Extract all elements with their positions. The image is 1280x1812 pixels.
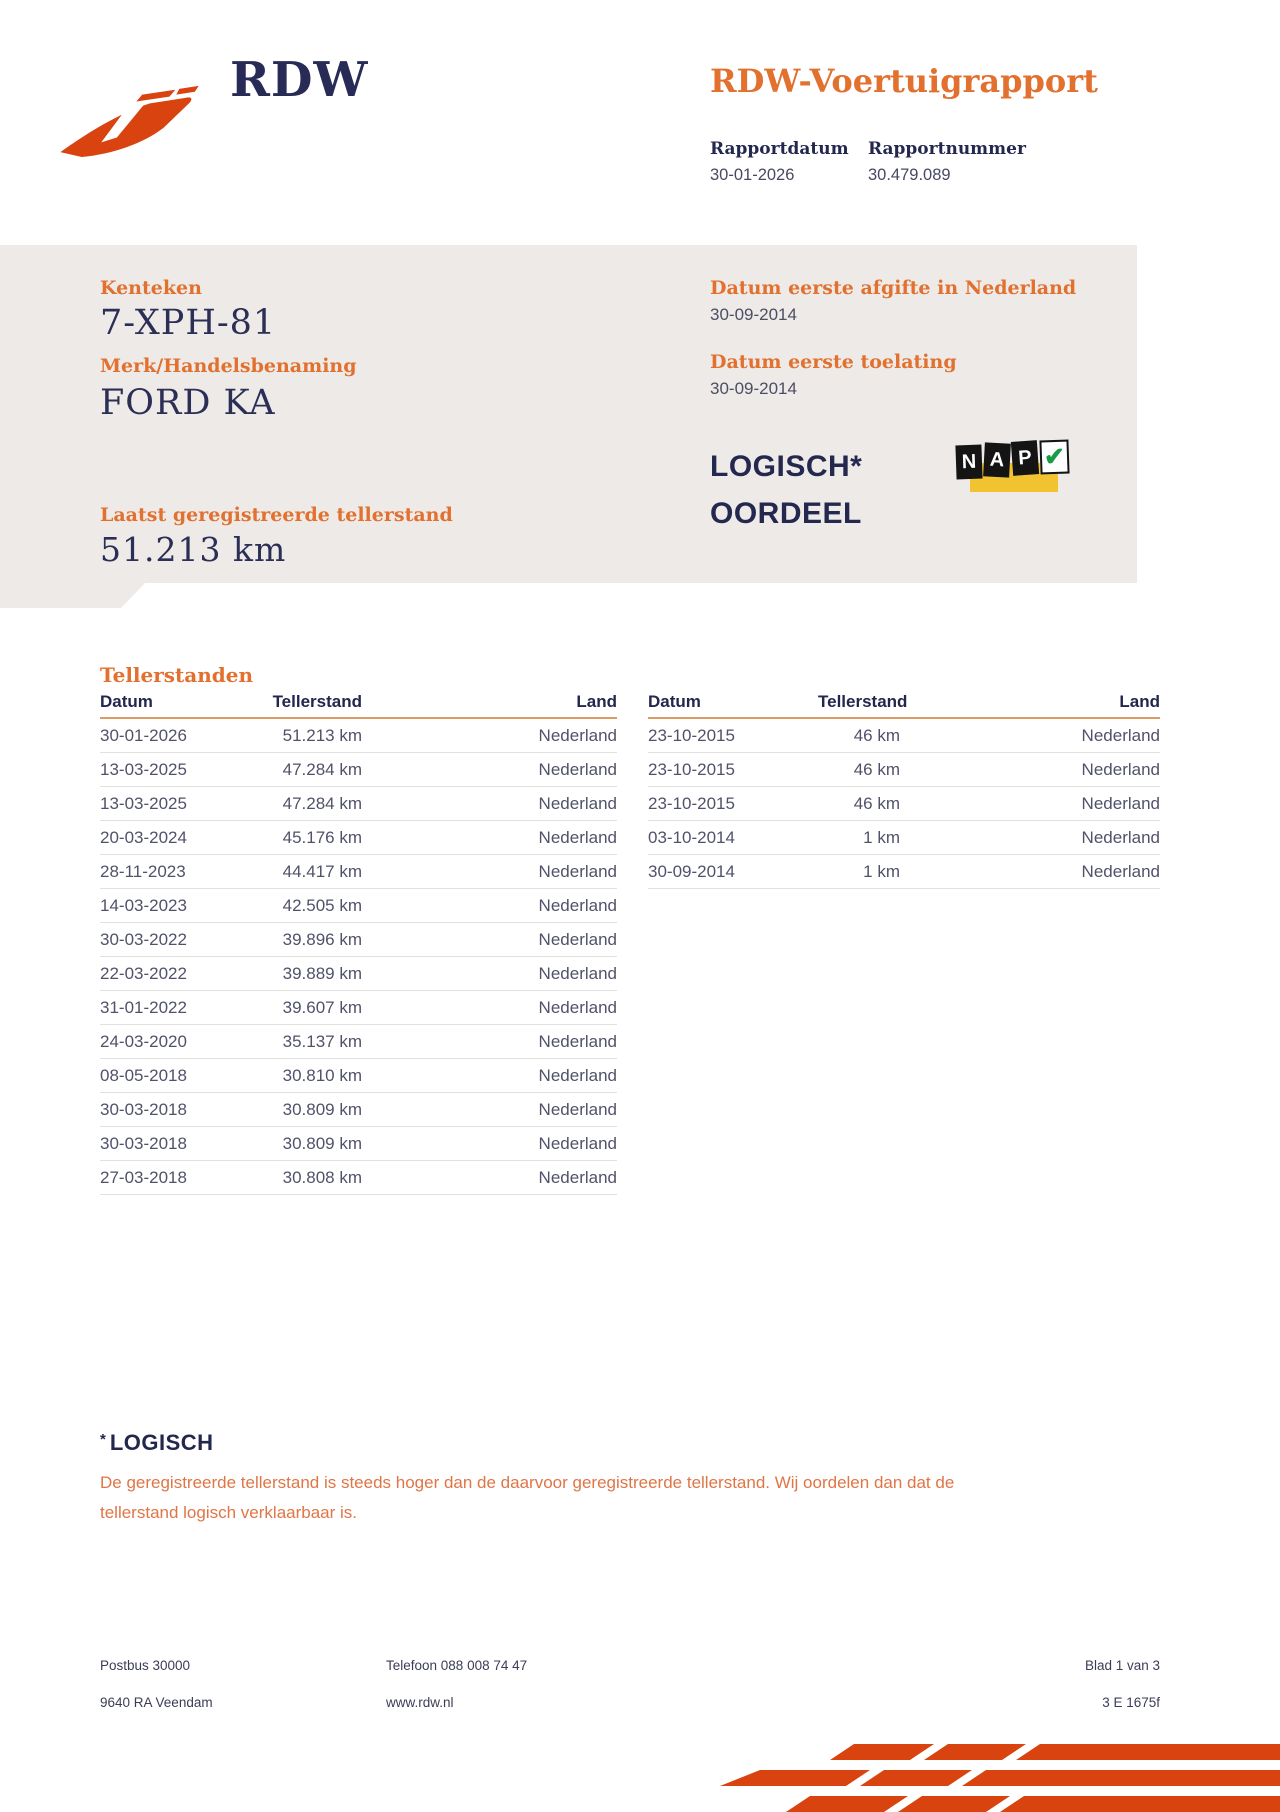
note-body-line1: De geregistreerde tellerstand is steeds hoger dan de daarvoor geregistreerde tellerstand. Wij oordelen dan dat de xyxy=(100,1473,955,1492)
toelating-value: 30-09-2014 xyxy=(710,379,797,398)
cell-tellerstand: 1 km xyxy=(863,861,900,881)
merk-label: Merk/Handelsbenaming xyxy=(100,355,357,377)
cell-datum: 14-03-2023 xyxy=(100,895,187,915)
footer-page-number: Blad 1 van 3 xyxy=(1084,1658,1160,1673)
cell-tellerstand: 39.896 km xyxy=(282,929,362,949)
column-header-land: Land xyxy=(1119,692,1160,711)
cell-datum: 30-03-2018 xyxy=(100,1133,187,1153)
report-date-value: 30-01-2026 xyxy=(710,166,795,184)
table-row xyxy=(100,855,617,889)
column-header-land: Land xyxy=(576,692,617,711)
footer-city: 9640 RA Veendam xyxy=(100,1695,213,1710)
rdw-feather-logo-icon xyxy=(58,82,203,158)
cell-datum: 23-10-2015 xyxy=(648,725,735,745)
cell-datum: 13-03-2025 xyxy=(100,759,187,779)
cell-land: Nederland xyxy=(538,895,617,915)
column-header-datum: Datum xyxy=(648,692,701,711)
cell-tellerstand: 39.889 km xyxy=(282,963,362,983)
report-number-value: 30.479.089 xyxy=(868,166,951,184)
kenteken-label: Kenteken xyxy=(100,277,202,299)
table-header-row xyxy=(648,692,1160,719)
logisch-note-body xyxy=(100,1468,1100,1528)
right-table-rows xyxy=(648,719,1160,889)
kenteken-value: 7-XPH-81 xyxy=(100,303,277,343)
nap-letter-a: A xyxy=(983,442,1011,477)
report-date-label: Rapportdatum xyxy=(710,139,849,159)
cell-tellerstand: 46 km xyxy=(853,793,900,813)
cell-datum: 08-05-2018 xyxy=(100,1065,187,1085)
table-row xyxy=(100,719,617,753)
cell-tellerstand: 46 km xyxy=(853,759,900,779)
cell-land: Nederland xyxy=(538,1031,617,1051)
cell-land: Nederland xyxy=(538,1099,617,1119)
oordeel-value: LOGISCH* xyxy=(710,450,863,483)
tellerstand-label: Laatst geregistreerde tellerstand xyxy=(100,504,453,526)
page-title: RDW-Voertuigrapport xyxy=(710,62,1098,100)
cell-land: Nederland xyxy=(1081,725,1160,745)
table-row xyxy=(648,787,1160,821)
nap-letter-p: P xyxy=(1011,440,1039,476)
cell-land: Nederland xyxy=(538,827,617,847)
table-row xyxy=(100,957,617,991)
cell-datum: 23-10-2015 xyxy=(648,759,735,779)
cell-land: Nederland xyxy=(1081,827,1160,847)
footer-phone: Telefoon 088 008 74 47 xyxy=(386,1658,528,1673)
cell-land: Nederland xyxy=(1081,759,1160,779)
cell-tellerstand: 35.137 km xyxy=(282,1031,362,1051)
rdw-logo-text: RDW xyxy=(230,52,369,108)
cell-land: Nederland xyxy=(538,997,617,1017)
footer-page-info xyxy=(1085,1658,1160,1732)
note-body-line2: tellerstand logisch verklaarbaar is. xyxy=(100,1503,358,1522)
afgifte-value: 30-09-2014 xyxy=(710,305,797,324)
cell-tellerstand: 44.417 km xyxy=(282,861,362,881)
cell-land: Nederland xyxy=(1081,861,1160,881)
table-row xyxy=(100,821,617,855)
column-header-tellerstand: Tellerstand xyxy=(272,692,362,711)
cell-tellerstand: 30.808 km xyxy=(282,1167,362,1187)
cell-tellerstand: 45.176 km xyxy=(282,827,362,847)
footer-website-link[interactable]: www.rdw.nl xyxy=(386,1695,454,1710)
cell-land: Nederland xyxy=(538,929,617,949)
table-row xyxy=(100,1093,617,1127)
table-row xyxy=(100,753,617,787)
cell-tellerstand: 39.607 km xyxy=(282,997,362,1017)
footer-postbus: Postbus 30000 xyxy=(100,1658,191,1673)
column-header-tellerstand: Tellerstand xyxy=(818,692,908,711)
cell-tellerstand: 30.809 km xyxy=(282,1133,362,1153)
table-row xyxy=(100,1127,617,1161)
cell-land: Nederland xyxy=(1081,793,1160,813)
cell-datum: 28-11-2023 xyxy=(100,861,186,881)
cell-datum: 20-03-2024 xyxy=(100,827,187,847)
cell-land: Nederland xyxy=(538,725,617,745)
report-number-label: Rapportnummer xyxy=(868,139,1026,159)
logisch-note-title: LOGISCH xyxy=(109,1430,214,1455)
cell-datum: 27-03-2018 xyxy=(100,1167,187,1187)
cell-datum: 30-03-2022 xyxy=(100,929,187,949)
footer-contact xyxy=(386,1658,527,1732)
cell-land: Nederland xyxy=(538,861,617,881)
cell-land: Nederland xyxy=(538,1065,617,1085)
cell-land: Nederland xyxy=(538,793,617,813)
cell-land: Nederland xyxy=(538,963,617,983)
tellerstanden-section-title: Tellerstanden xyxy=(100,663,254,687)
cell-tellerstand: 46 km xyxy=(853,725,900,745)
nap-letter-n: N xyxy=(955,445,982,480)
rdw-stripes-graphic xyxy=(720,1744,1280,1812)
footer-address xyxy=(100,1658,213,1732)
nap-checkmark-icon: ✔ xyxy=(1039,440,1069,475)
cell-tellerstand: 30.810 km xyxy=(282,1065,362,1085)
table-row xyxy=(100,1059,617,1093)
table-row xyxy=(648,753,1160,787)
cell-datum: 30-03-2018 xyxy=(100,1099,187,1119)
cell-datum: 03-10-2014 xyxy=(648,827,735,847)
cell-datum: 30-01-2026 xyxy=(100,725,187,745)
cell-datum: 22-03-2022 xyxy=(100,963,187,983)
table-row xyxy=(100,1025,617,1059)
cell-datum: 31-01-2022 xyxy=(100,997,187,1017)
nap-logo xyxy=(956,441,1076,495)
cell-datum: 23-10-2015 xyxy=(648,793,735,813)
toelating-label: Datum eerste toelating xyxy=(710,351,957,373)
column-header-datum: Datum xyxy=(100,692,153,711)
oordeel-label: OORDEEL xyxy=(710,497,862,530)
logisch-note-heading xyxy=(100,1430,214,1456)
asterisk: * xyxy=(100,1431,106,1448)
cell-tellerstand: 30.809 km xyxy=(282,1099,362,1119)
table-row xyxy=(100,1161,617,1195)
merk-value: FORD KA xyxy=(100,383,276,423)
cell-land: Nederland xyxy=(538,759,617,779)
table-row xyxy=(648,855,1160,889)
table-row xyxy=(100,787,617,821)
tellerstand-value: 51.213 km xyxy=(100,530,287,569)
table-header-row xyxy=(100,692,617,719)
cell-tellerstand: 47.284 km xyxy=(282,759,362,779)
table-row xyxy=(648,719,1160,753)
left-table-rows xyxy=(100,719,617,1195)
table-row xyxy=(100,991,617,1025)
cell-datum: 24-03-2020 xyxy=(100,1031,187,1051)
cell-tellerstand: 42.505 km xyxy=(282,895,362,915)
table-row xyxy=(100,889,617,923)
cell-tellerstand: 47.284 km xyxy=(282,793,362,813)
cell-tellerstand: 51.213 km xyxy=(282,725,362,745)
meter-readings-table-left xyxy=(100,692,617,1195)
footer-form-code: 3 E 1675f xyxy=(1102,1695,1160,1710)
meter-readings-table-right xyxy=(648,692,1160,889)
table-row xyxy=(648,821,1160,855)
cell-tellerstand: 1 km xyxy=(863,827,900,847)
table-row xyxy=(100,923,617,957)
cell-datum: 13-03-2025 xyxy=(100,793,187,813)
cell-datum: 30-09-2014 xyxy=(648,861,735,881)
cell-land: Nederland xyxy=(538,1167,617,1187)
afgifte-label: Datum eerste afgifte in Nederland xyxy=(710,277,1077,299)
cell-land: Nederland xyxy=(538,1133,617,1153)
